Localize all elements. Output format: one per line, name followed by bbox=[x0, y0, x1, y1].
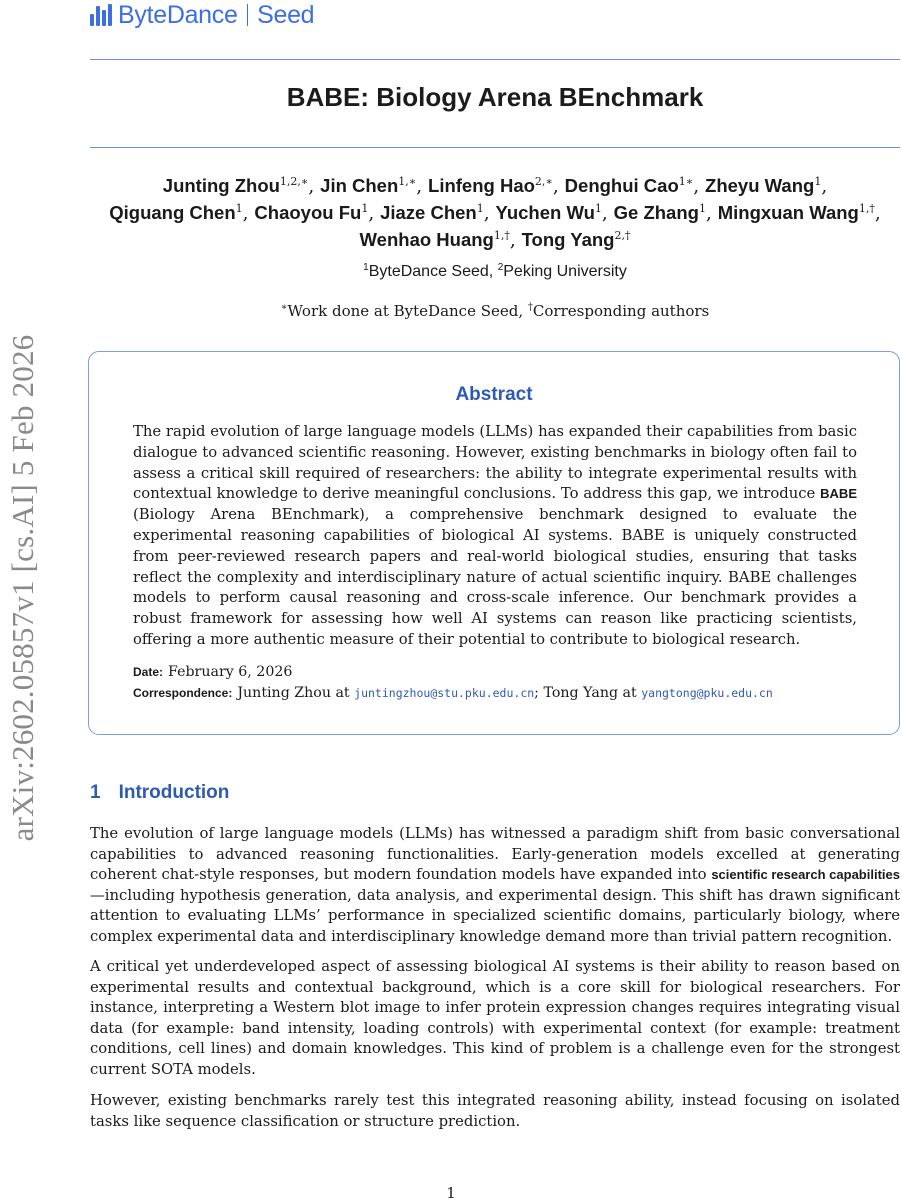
author: Ge Zhang$^1$ bbox=[613, 202, 706, 223]
author: Jin Chen$^{1,∗}$ bbox=[320, 175, 417, 196]
paper-title: BABE: Biology Arena BEnchmark bbox=[286, 82, 704, 112]
author: Jiaze Chen$^1$ bbox=[380, 202, 484, 223]
author: Junting Zhou$^{1,2,∗}$ bbox=[162, 175, 309, 196]
email-link-yang[interactable]: yangtong@pku.edu.cn bbox=[641, 686, 773, 700]
page-number: 1 bbox=[446, 1184, 456, 1202]
date-line: Date: February 6, 2026 bbox=[133, 664, 293, 680]
intro-paragraph-1: The evolution of large language models (LLMs) has witnessed a paradigm shift from basic conversational capabilities to advanced reasoning functionalities. Early-generation models excelled at generating coherent chat-style responses, but modern foundation models have expanded into scientific research capabilities—including hypothesis generation, data analysis, and experimental design. This shift has drawn significant attention to evaluating LLMs’ performance in specialized scientific domains, particularly biology, where complex experimental data and interdisciplinary knowledge demand more than trivial pattern recognition. bbox=[90, 825, 900, 945]
logo-wordmark bbox=[118, 1, 314, 30]
abstract-box bbox=[88, 351, 900, 735]
header-rule bbox=[90, 59, 900, 60]
author-notes: ∗Work done at ByteDance Seed, †Corresponding authors bbox=[280, 302, 710, 320]
arxiv-stamp: arXiv:2602.05857v1 [cs.AI] 5 Feb 2026 bbox=[5, 334, 40, 842]
author: Linfeng Hao$^{2,∗}$ bbox=[428, 175, 553, 196]
bytedance-logo-icon bbox=[90, 4, 112, 26]
author: Zheyu Wang$^1$ bbox=[705, 175, 822, 196]
title-rule bbox=[90, 147, 900, 148]
author: Mingxuan Wang$^{1,\dagger}$ bbox=[717, 202, 875, 223]
author: Qiguang Chen$^1$ bbox=[109, 202, 243, 223]
abstract-text: The rapid evolution of large language models (LLMs) has expanded their capabilities from basic dialogue to advanced scientific reasoning. However, existing benchmarks in biology often fail to assess a critical skill required of researchers: the ability to integrate experimental results with contextual knowledge to derive meaningful conclusions. To address this gap, we introduce BABE (Biology Arena BEnchmark), a comprehensive benchmark designed to evaluate the experimental reasoning capabilities of biological AI systems. BABE is uniquely constructed from peer-reviewed research papers and real-world biological studies, ensuring that tasks reflect the complexity and interdisciplinary nature of actual scientific inquiry. BABE challenges models to perform causal reasoning and cross-scale inference. Our benchmark provides a robust framework for assessing how well AI systems can reason like practicing scientists, offering a more authentic measure of their potential to contribute to biological research. bbox=[133, 423, 857, 648]
correspondence-line: Correspondence: Junting Zhou at juntingzhou@stu.pku.edu.cn; Tong Yang at yangtong@pku.edu.cn bbox=[133, 685, 773, 701]
author: Denghui Cao$^{1∗}$ bbox=[564, 175, 694, 196]
intro-paragraph-3: However, existing benchmarks rarely test this integrated reasoning ability, instead focusing on isolated tasks like sequence classification or structure prediction. bbox=[90, 1092, 900, 1130]
babe-keyword: BABE bbox=[820, 486, 857, 502]
intro-paragraph-2: A critical yet underdeveloped aspect of assessing biological AI systems is their ability to reason based on experimental results and contextual background, which is a core skill for biological researchers. For instance, interpreting a Western blot image to infer protein expression changes requires integrating visual data (for example: band intensity, loading controls) with experimental context (for example: treatment conditions, cell lines) and domain knowledges. This kind of problem is a challenge even for the strongest current SOTA models. bbox=[90, 958, 900, 1078]
affiliation-2: Peking University bbox=[503, 263, 627, 280]
logo-brand: ByteDance bbox=[118, 0, 238, 29]
author: Yuchen Wu$^1$ bbox=[495, 202, 602, 223]
abstract-heading: Abstract bbox=[455, 384, 533, 405]
affiliation-1: ByteDance Seed, bbox=[368, 263, 494, 280]
logo-product: Seed bbox=[257, 0, 315, 29]
keyword-scientific-research: scientific research capabilities bbox=[711, 867, 900, 883]
section-heading-introduction: 1 Introduction bbox=[90, 782, 230, 803]
email-link-zhou[interactable]: juntingzhou@stu.pku.edu.cn bbox=[354, 686, 535, 700]
author: Tong Yang$^{2,\dagger}$ bbox=[521, 229, 631, 250]
author: Chaoyou Fu$^1$ bbox=[254, 202, 369, 223]
author: Wenhao Huang$^{1,\dagger}$ bbox=[359, 229, 510, 250]
bytedance-seed-logo bbox=[90, 2, 314, 28]
author-list: Junting Zhou$^{1,2,∗}$, Jin Chen$^{1,∗}$, Linfeng Hao$^{2,∗}$, Denghui Cao$^{1∗}$, Zheyu Wang$^1$, Qiguang Chen$^1$, Chaoyou Fu$^1$, Jiaze Chen$^1$, Yuchen Wu$^1$, Ge Zhang$^1$, Mingxuan Wang$^{1,\dagger}$, Wenhao Huang$^{1,\dagger}$, Tong Yang$^{2,\dagger}$ bbox=[109, 175, 881, 251]
affiliations: $^1$ByteDance Seed, $^2$Peking University bbox=[363, 262, 627, 280]
